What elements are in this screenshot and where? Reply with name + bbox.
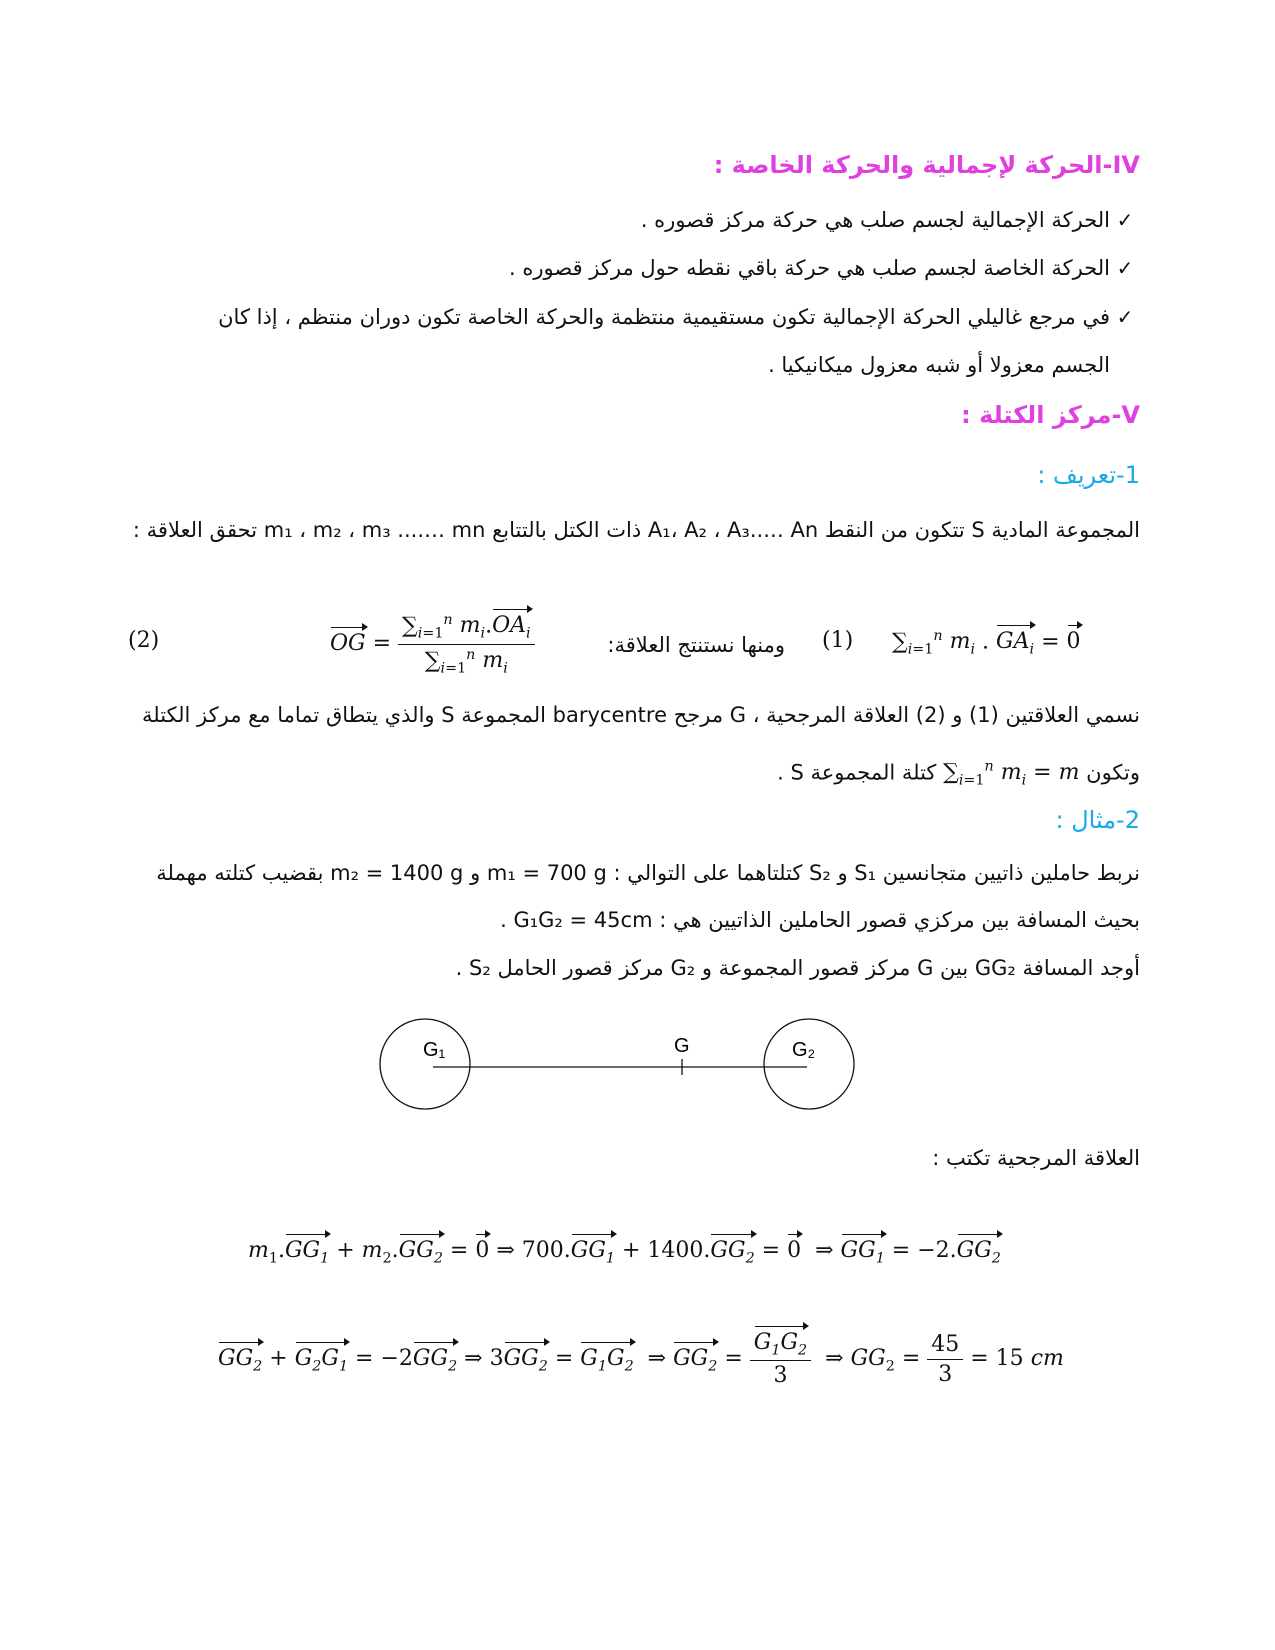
equation-2: OG = $\frac{\sum_{i=1}^n m_i.OA_i}{\sum_{i=1}^n m_i}$	[330, 612, 535, 676]
equation-link-text: ومنها نستنتج العلاقة:	[607, 633, 785, 657]
checkmark-icon: ✓	[1116, 208, 1134, 232]
section-v-heading: V-مركز الكتلة :	[961, 401, 1140, 429]
total-mass-prefix: وتكون	[1086, 760, 1140, 785]
bullet-text: الحركة الإجمالية لجسم صلب هي حركة مركز قصوره .	[640, 208, 1110, 232]
definition-heading: 1-تعريف :	[1037, 461, 1140, 489]
label-g: G	[674, 1035, 690, 1057]
vector-og: OG	[330, 631, 366, 657]
total-mass-formula: $\sum_{i=1}^n$ $m_i = m$	[943, 759, 1080, 789]
example-text-1: نربط حاملين ذاتيين متجانسين S₁ و S₂ كتلتاهما على التوالي : m₁ = 700 g و m₂ = 1400 g بقضيب كتلته مهملة	[156, 861, 1140, 885]
bullet-item	[218, 302, 1140, 332]
equation-1-label: (1)	[822, 628, 854, 653]
derivation-line-2: $GG_2 + G_2G_1 = -2GG_2$ ⇒ $3GG_2 = G_1G_2$ ⇒ $GG_2$ = $\frac{G_1G_2}{3}$ ⇒ $GG_2$ = $\frac{45}{3}$ = 15 cm	[218, 1330, 1064, 1389]
bullet-text: الحركة الخاصة لجسم صلب هي حركة باقي نقطه حول مركز قصوره .	[509, 256, 1110, 280]
label-g2: G₂	[792, 1039, 816, 1061]
equation-1: $\sum_{i=1}^n$ $m_i$ . $GA_i = 0$	[892, 628, 1081, 658]
barycentre-text: نسمي العلاقتين (1) و (2) العلاقة المرجحية ، G مرجح barycentre المجموعة S والذي يتطاق تماما مع مركز الكتلة	[141, 703, 1140, 727]
two-bodies-figure	[375, 1012, 865, 1122]
total-mass-suffix: كتلة المجموعة S .	[777, 760, 937, 785]
derivation-line-1: $m_1.GG_1 + m_2.GG_2 = 0$ ⇒ $700.GG_1 + 1400.GG_2 = 0$ ⇒ $GG_1 = -2.GG_2$	[248, 1238, 1001, 1267]
example-text-4: العلاقة المرجحية تكتب :	[932, 1146, 1140, 1170]
example-text-3: أوجد المسافة GG₂ بين G مركز قصور المجموعة و G₂ مركز قصور الحامل S₂ .	[455, 956, 1140, 980]
example-heading: 2-مثال :	[1055, 806, 1140, 834]
section-iv-heading: IV-الحركة لإجمالية والحركة الخاصة :	[713, 151, 1140, 179]
bullet-item	[641, 205, 1140, 235]
equation-2-label: (2)	[128, 628, 160, 653]
bullet-item	[509, 253, 1140, 283]
example-text-2: بحيث المسافة بين مركزي قصور الحاملين الذاتيين هي : G₁G₂ = 45cm .	[500, 908, 1140, 932]
barycentre-fraction: $\frac{\sum_{i=1}^n m_i.OA_i}{\sum_{i=1}^n m_i}$	[398, 612, 535, 676]
body-s2-circle	[764, 1019, 854, 1109]
body-s1-circle	[380, 1019, 470, 1109]
checkmark-icon: ✓	[1116, 305, 1134, 329]
total-mass-text	[777, 752, 1140, 796]
bullet-continuation: الجسم معزولا أو شبه معزول ميكانيكيا .	[768, 353, 1110, 377]
label-g1: G₁	[423, 1039, 446, 1061]
definition-text: المجموعة المادية S تتكون من النقط A₁، A₂ ، A₃...‥ An ذات الكتل بالتتابع m₁ ، m₂ ، m₃ ....… mn تحقق العلاقة :	[132, 518, 1140, 542]
bullet-text: في مرجع غاليلي الحركة الإجمالية تكون مستقيمية منتظمة والحركة الخاصة تكون دوران منتظم ، إذا كان	[218, 305, 1110, 329]
checkmark-icon: ✓	[1116, 256, 1134, 280]
